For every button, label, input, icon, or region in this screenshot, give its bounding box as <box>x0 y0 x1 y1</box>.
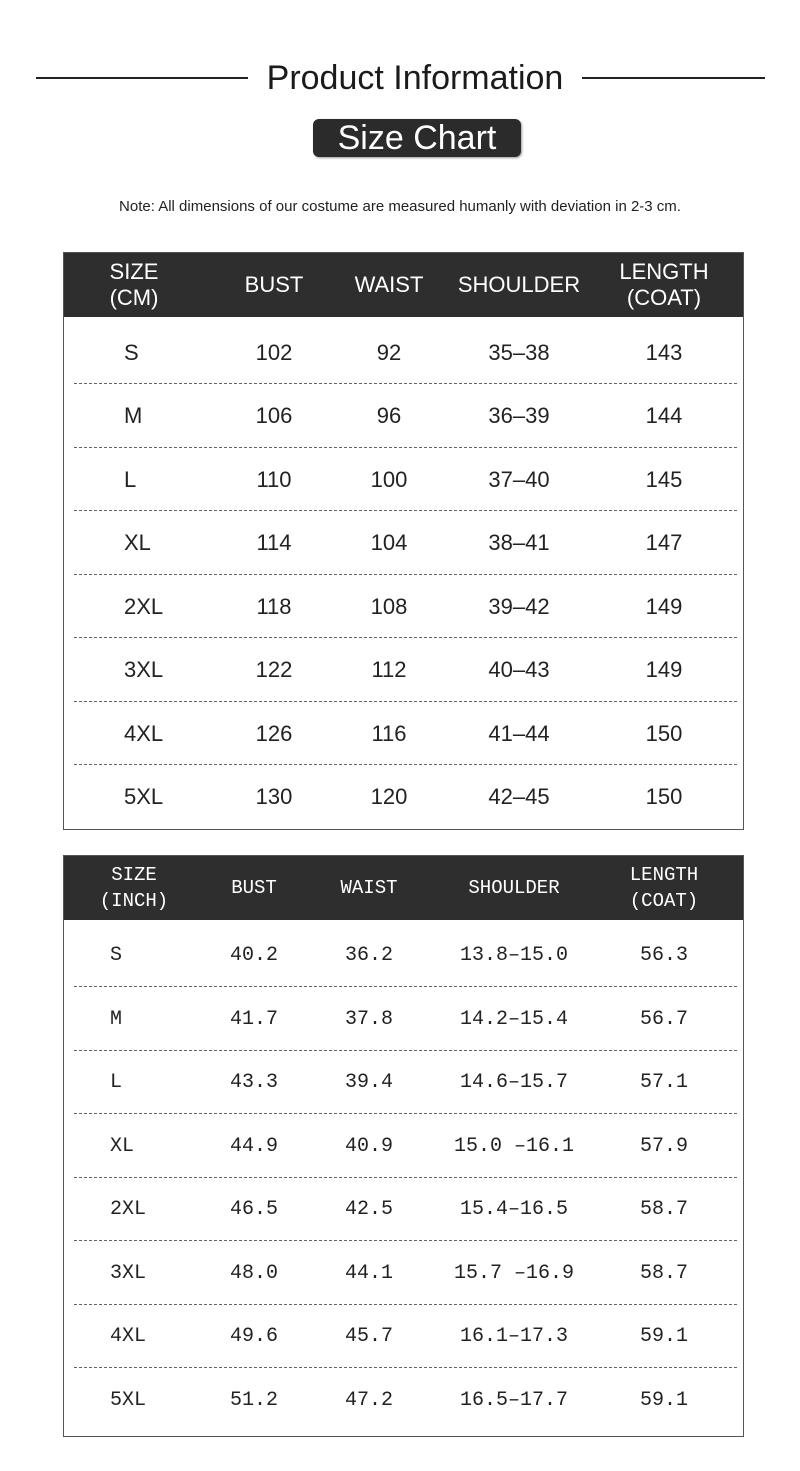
cell-size: XL <box>124 530 151 555</box>
cell-size: L <box>110 1071 123 1094</box>
heading-rule-left <box>36 77 248 79</box>
cell-size: 2XL <box>124 593 164 619</box>
table-row <box>64 385 743 448</box>
cell-length: 149 <box>645 657 683 682</box>
cell-bust: 46.5 <box>229 1198 278 1221</box>
cell-size: 3XL <box>124 657 164 682</box>
table-row <box>64 1115 743 1178</box>
measurement-note: Note: All dimensions of our costume are measured humanly with deviation in 2-3 cm. <box>119 198 681 215</box>
cell-bust: 106 <box>255 403 293 428</box>
cell-waist: 37.8 <box>344 1007 393 1031</box>
cell-waist: 44.1 <box>344 1261 393 1285</box>
cell-size: 3XL <box>110 1261 147 1285</box>
cell-shoulder: 16.5–17.7 <box>459 1388 569 1412</box>
cell-shoulder: 40–43 <box>488 657 550 682</box>
cell-waist: 116 <box>371 720 407 746</box>
cell-waist: 42.5 <box>344 1198 393 1221</box>
table-row <box>64 988 743 1051</box>
table-row <box>64 1305 743 1368</box>
cell-size: L <box>124 466 137 492</box>
cell-waist: 47.2 <box>344 1388 393 1412</box>
table-row <box>64 1051 743 1114</box>
table-row <box>64 512 743 575</box>
header-waist: WAIST <box>354 272 424 297</box>
cell-waist: 96 <box>376 403 402 428</box>
cell-size: XL <box>110 1134 135 1158</box>
table-row <box>64 321 743 384</box>
cell-length: 145 <box>645 466 683 492</box>
page-title: Product Information <box>266 59 564 97</box>
size-table-inch <box>63 855 744 1437</box>
cell-waist: 40.9 <box>344 1134 393 1158</box>
cell-waist: 112 <box>371 657 407 682</box>
cell-length: 150 <box>645 784 683 809</box>
cell-bust: 130 <box>255 784 293 809</box>
cell-shoulder: 13.8–15.0 <box>459 944 569 967</box>
cell-bust: 44.9 <box>229 1134 278 1158</box>
cell-size: S <box>110 944 123 967</box>
heading-rule-right <box>582 77 765 79</box>
cell-shoulder: 14.2–15.4 <box>459 1007 569 1031</box>
cell-length: 143 <box>645 339 683 365</box>
cell-shoulder: 37–40 <box>488 466 550 492</box>
cell-shoulder: 41–44 <box>488 720 550 746</box>
header-size: SIZE (INCH) <box>99 864 169 912</box>
cell-waist: 100 <box>370 466 408 492</box>
table-row <box>64 1369 743 1432</box>
cell-bust: 43.3 <box>229 1071 278 1094</box>
cell-shoulder: 42–45 <box>488 784 550 809</box>
table-row <box>64 575 743 638</box>
table-row <box>64 448 743 511</box>
cell-waist: 45.7 <box>344 1325 393 1348</box>
cell-size: 4XL <box>110 1325 147 1348</box>
table-header <box>64 856 743 920</box>
cell-bust: 41.7 <box>229 1007 278 1031</box>
table-row <box>64 924 743 987</box>
cell-bust: 126 <box>255 720 293 746</box>
table-row <box>64 639 743 702</box>
table-header <box>64 253 743 317</box>
cell-length: 150 <box>645 720 683 746</box>
table-row <box>64 1178 743 1241</box>
cell-shoulder: 15.4–16.5 <box>459 1198 569 1221</box>
cell-bust: 102 <box>255 339 293 365</box>
header-shoulder: SHOULDER <box>468 877 560 899</box>
cell-length: 147 <box>645 530 683 555</box>
cell-bust: 122 <box>255 657 293 682</box>
cell-bust: 51.2 <box>229 1388 278 1412</box>
cell-size: M <box>124 403 143 428</box>
table-row <box>64 1242 743 1305</box>
cell-length: 59.1 <box>639 1325 688 1348</box>
cell-waist: 36.2 <box>344 944 393 967</box>
cell-waist: 120 <box>370 784 408 809</box>
cell-length: 56.7 <box>639 1007 688 1031</box>
cell-bust: 114 <box>256 530 292 555</box>
header-bust: BUST <box>244 272 304 297</box>
cell-size: M <box>110 1007 123 1031</box>
header-length: LENGTH (COAT) <box>629 864 699 912</box>
table-row <box>64 702 743 765</box>
cell-waist: 39.4 <box>344 1071 393 1094</box>
header-shoulder: SHOULDER <box>457 272 581 297</box>
cell-length: 58.7 <box>639 1261 688 1285</box>
header-bust: BUST <box>231 877 277 899</box>
cell-size: 2XL <box>110 1198 147 1221</box>
header-size: SIZE (CM) <box>109 259 159 310</box>
cell-size: 4XL <box>124 720 164 746</box>
cell-length: 57.1 <box>639 1071 688 1094</box>
cell-bust: 110 <box>256 466 292 492</box>
cell-bust: 40.2 <box>229 944 278 967</box>
cell-length: 144 <box>645 403 683 428</box>
cell-shoulder: 39–42 <box>488 593 550 619</box>
cell-waist: 92 <box>376 339 402 365</box>
cell-length: 57.9 <box>639 1134 688 1158</box>
cell-size: S <box>124 339 139 365</box>
cell-waist: 104 <box>370 530 408 555</box>
cell-size: 5XL <box>110 1388 147 1412</box>
cell-shoulder: 14.6–15.7 <box>459 1071 569 1094</box>
cell-waist: 108 <box>370 593 408 619</box>
header-waist: WAIST <box>340 877 398 899</box>
header-length: LENGTH (COAT) <box>619 259 709 310</box>
size-chart-badge: Size Chart <box>313 119 521 157</box>
cell-length: 56.3 <box>639 944 688 967</box>
cell-shoulder: 35–38 <box>488 339 550 365</box>
product-information-heading <box>0 56 800 100</box>
size-table-cm <box>63 252 744 830</box>
cell-shoulder: 15.7 –16.9 <box>453 1261 575 1285</box>
cell-length: 58.7 <box>639 1198 688 1221</box>
cell-shoulder: 15.0 –16.1 <box>453 1134 575 1158</box>
cell-length: 59.1 <box>639 1388 688 1412</box>
cell-size: 5XL <box>124 784 164 809</box>
cell-shoulder: 16.1–17.3 <box>459 1325 569 1348</box>
cell-bust: 48.0 <box>229 1261 278 1285</box>
cell-length: 149 <box>645 593 683 619</box>
cell-bust: 49.6 <box>229 1325 278 1348</box>
cell-bust: 118 <box>256 593 292 619</box>
cell-shoulder: 38–41 <box>488 530 550 555</box>
table-row <box>64 766 743 829</box>
cell-shoulder: 36–39 <box>488 403 550 428</box>
